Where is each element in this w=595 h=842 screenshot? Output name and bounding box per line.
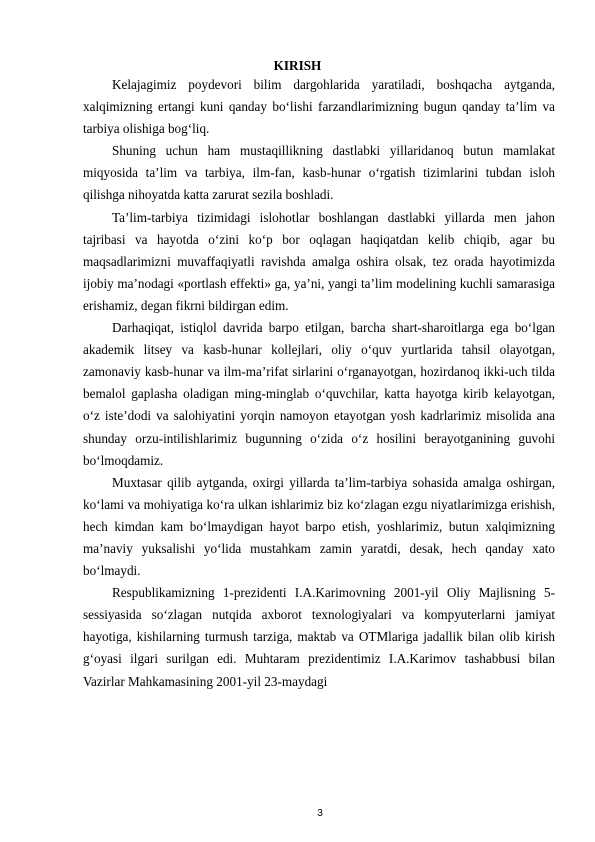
- paragraph-4: Darhaqiqat, istiqlol davrida barpo etilgan, barcha shart-sharoitlarga ega bo‘lgan akademik litsey va kasb-hunar kollejlari, oliy o‘quv yurtlarida tahsil olayotgan, zamonaviy kasb-hunar va ilm-ma’rifat sirlarini o‘rganayotgan, hozirdanoq ikki-uch tilda bemalol gaplasha oladigan ming-minglab o‘quvchilar, katta hayotga kirib kelayotgan, o‘z iste’dodi va salohiyatini yorqin namoyon etayotgan yosh kadrlarimiz misolida ana shunday orzu-intilishlarimiz bugunning o‘zida o‘z hosilini berayotganining guvohi bo‘lmoqdamiz.: [83, 320, 555, 468]
- paragraph-1: Kelajagimiz poydevori bilim dargohlarida yaratiladi, boshqacha aytganda, xalqimizning ertangi kuni qanday bo‘lishi farzandlarimizning bugun qanday ta’lim va tarbiya olishiga bog‘liq.: [83, 77, 555, 137]
- paragraph-5: Muxtasar qilib aytganda, oxirgi yillarda ta’lim-tarbiya sohasida amalga oshirgan, ko‘lami va mohiyatiga ko‘ra ulkan ishlarimiz biz ko‘zlagan ezgu niyatlarimizga erishish, hech kimdan kam bo‘lmaydigan hayot barpo etish, yoshlarimiz, butun xalqimizning ma’naviy yuksalishi yo‘lida mustahkam zamin yaratdi, desak, hech qanday xato bo‘lmaydi.: [83, 474, 555, 579]
- paragraph-2: Shuning uchun ham mustaqillikning dastlabki yillaridanoq butun mamlakat miqyosida ta’lim va tarbiya, ilm-fan, kasb-hunar o‘rgatish tizimlarini tubdan isloh qilishga nihoyatda katta zarurat sezila boshladi.: [83, 143, 555, 203]
- body-text: [83, 74, 555, 693]
- page-number: 3: [317, 808, 323, 819]
- paragraph-3: Ta’lim-tarbiya tizimidagi islohotlar boshlangan dastlabki yillarda men jahon tajribasi va hayotda o‘zini ko‘p bor oqlagan haqiqatdan kelib chiqib, agar bu maqsadlarimizni muvaffaqiyatli ravishda amalga oshira olsak, tez orada hayotimizda ijobiy ma’nodagi «portlash effekti» ga, ya’ni, yangi ta’lim modelining kuchli samarasiga erishamiz, degan fikrni bildirgan edim.: [83, 209, 555, 313]
- paragraph-6: Respublikamizning 1-prezidenti I.A.Karimovning 2001-yil Oliy Majlisning 5-sessiyasida so‘zlagan nutqida axborot texnologiyalari va kompyuterlarni jamiyat hayotiga, kishilarning turmush tarziga, maktab va OTMlariga jadallik bilan olib kirish g‘oyasi ilgari surilgan edi. Muhtaram prezidentimiz I.A.Karimov tashabbusi bilan Vazirlar Mahkamasining 2001-yil 23-maydagi: [83, 585, 555, 689]
- page-title: KIRISH: [273, 58, 322, 73]
